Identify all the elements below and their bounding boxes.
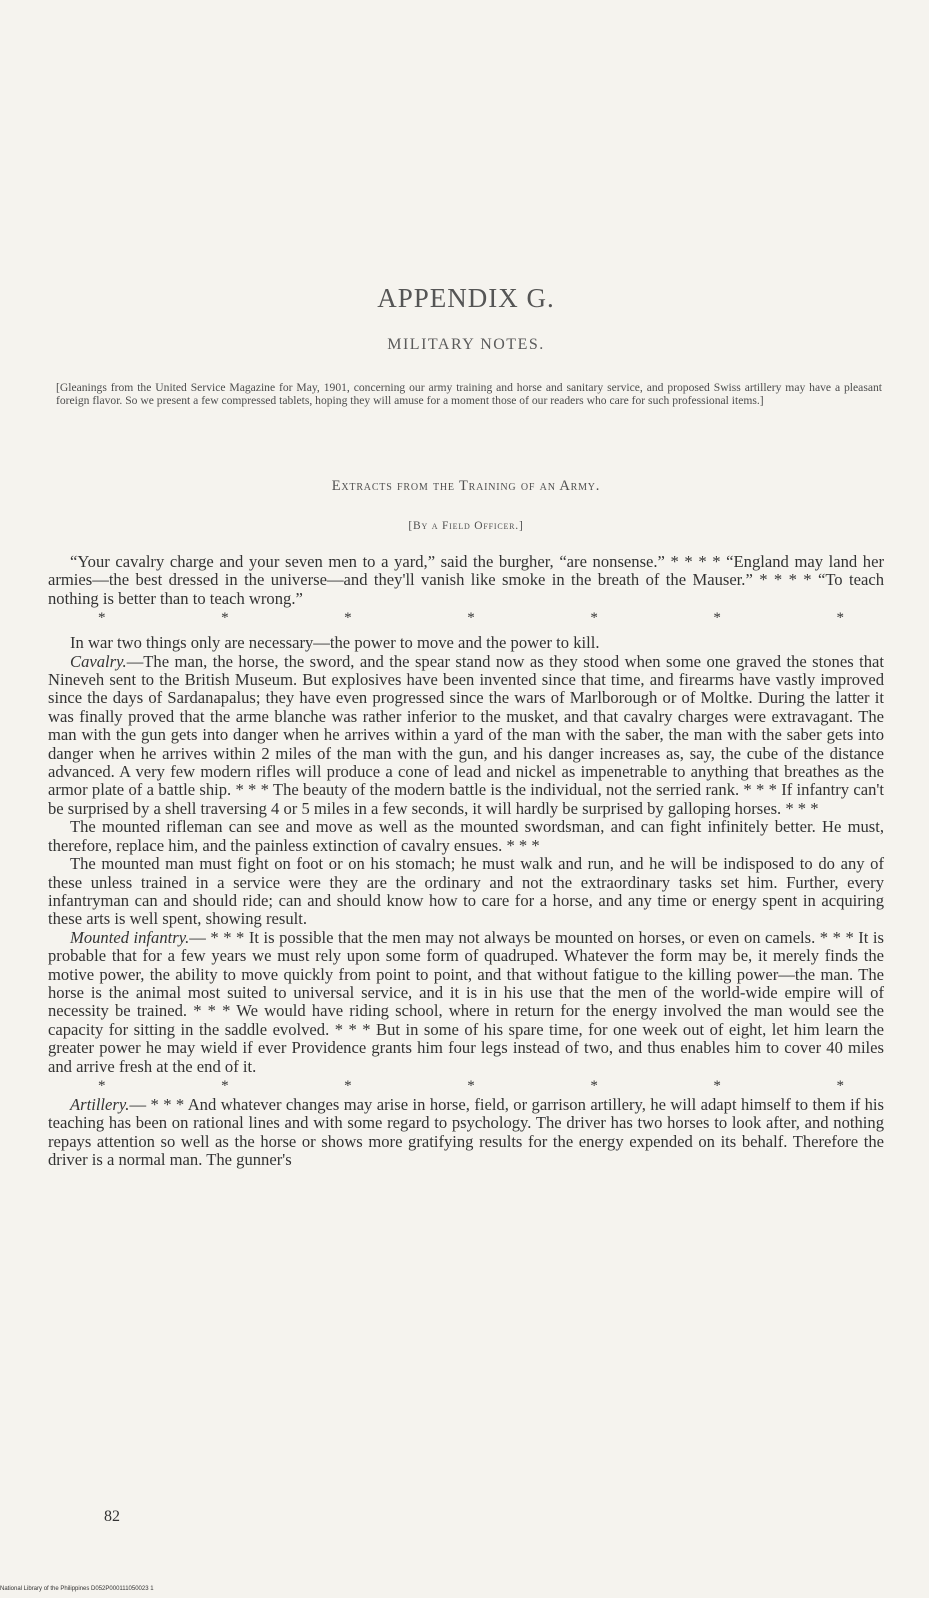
paragraph-quotes: “Your cavalry charge and your seven men to a yard,” said the burgher, “are nonsense.” * * * * “England may land her armies—the best dressed in the universe—and they'll vanish like smoke in the breath of the Mauser.” * * * * “To teach nothing is better than to teach wrong.” xyxy=(48,552,884,608)
paragraph-cavalry: Cavalry.—The man, the horse, the sword, and the spear stand now as they stood when some one graved the stones that Nineveh sent to the British Museum. But explosives have been invented since that time, and firearms have vastly improved since the days of Sardanapalus; they have even progressed since the wars of Marlborough or of Moltke. During the latter it was finally proved that the arme blanche was rather inferior to the musket, and that cavalry charges were extravagant. The man with the gun gets into danger when he arrives within a yard of the man with the saber, the man with the saber gets into danger when he arrives within 2 miles of the man with the gun, and his danger increases as, say, the cube of the distance advanced. A very few modern rifles will produce a cone of lead and nickel as impenetrable to anything that breathes as the armor plate of a battle ship. * * * The beauty of the modern battle is the individual, not the serried rank. * * * If infantry can't be surprised by a shell traversing 4 or 5 miles in a few seconds, it will hardly be surprised by galloping horses. * * * xyxy=(48,651,884,818)
byline: [By a Field Officer.] xyxy=(408,520,524,532)
appendix-title: APPENDIX G. xyxy=(377,283,555,313)
mounted-infantry-label: Mounted infantry. xyxy=(70,927,190,947)
section-title: MILITARY NOTES. xyxy=(387,336,545,353)
separator-stars-2: * * * * * * * xyxy=(98,1077,844,1094)
separator-stars: * * * * * * * xyxy=(98,610,844,627)
extracts-heading: Extracts from the Training of an Army. xyxy=(331,478,601,494)
editorial-note: [Gleanings from the United Service Magazine for May, 1901, concerning our army training and horse and sanitary service, and proposed Swiss artillery may have a pleasant foreign flavor. So we present a few compressed tablets, hoping they will amuse for a moment those of our readers who care for such professional items.] xyxy=(56,381,882,407)
artillery-label: Artillery. xyxy=(70,1094,130,1114)
paragraph-war: In war two things only are necessary—the power to move and the power to kill. xyxy=(70,633,600,653)
scan-footer: National Library of the Philippines D052P000111050023 1 xyxy=(0,1586,154,1592)
paragraph-mounted-rifleman: The mounted rifleman can see and move as well as the mounted swordsman, and can fight infinitely better. He must, therefore, replace him, and the painless extinction of cavalry ensues. * * * xyxy=(48,817,884,855)
paragraph-artillery: Artillery.— * * * And whatever changes may arise in horse, field, or garrison artillery, he will adapt himself to them if his teaching has been on rational lines and with some regard to psychology. The driver has two horses to look after, and nothing repays attention so well as the horse or shows more gratifying results for the energy expended on its behalf. Therefore the driver is a normal man. The gunner's xyxy=(48,1094,884,1170)
cavalry-label: Cavalry. xyxy=(70,651,127,671)
body-text xyxy=(48,553,884,1170)
paragraph-mounted-man: The mounted man must fight on foot or on his stomach; he must walk and run, and he will be indisposed to do any of these unless trained in a service were they are the ordinary and not the extraordinary tasks set him. Further, every infantryman can and should ride; can and should know how to care for a horse, and any time or energy spent in acquiring these arts is well spent, showing result. xyxy=(48,854,884,929)
paragraph-mounted-infantry: Mounted infantry.— * * * It is possible that the men may not always be mounted on horses, or even on camels. * * * It is probable that for a few years we must rely upon some form of quadruped. Whatever the form may be, it merely finds the motive power, the ability to move quickly from point to point, and that without fatigue to the killing power—the man. The horse is the animal most suited to universal service, and it is in his use that the men of the world-wide empire will of necessity be trained. * * * We would have riding school, where in return for the energy involved the man would see the capacity for sitting in the saddle evolved. * * * But in some of his spare time, for one week out of eight, let him learn the greater power he may wield if ever Providence grants him four legs instead of two, and thus enables him to cover 40 miles and arrive fresh at the end of it. xyxy=(48,927,884,1076)
page-number: 82 xyxy=(104,1508,120,1525)
